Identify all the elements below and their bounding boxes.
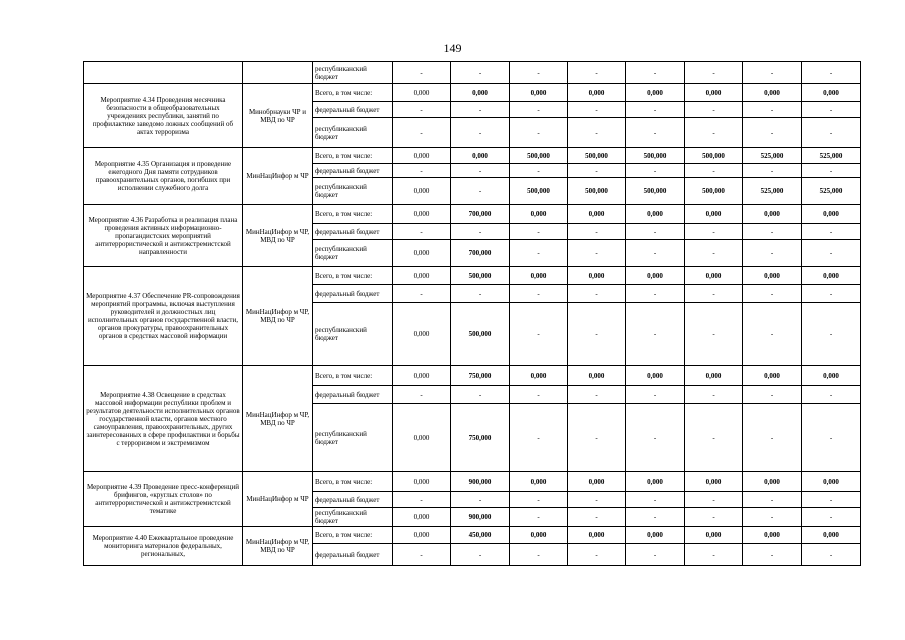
value-cell: - [510,62,568,84]
executor-cell: МинНацИнфор м ЧР, МВД по ЧР [243,527,313,566]
measure-cell: Мероприятие 4.36 Разработка и реализация плана проведения активных информационно-пропагандистских мероприятий антитеррористической и антиэкстремистской направленности [84,205,243,267]
value-cell: 0,000 [626,267,685,285]
value-cell: - [802,62,861,84]
value-cell: 750,000 [451,366,510,386]
total-cell: - [393,492,451,508]
value-cell: 0,000 [510,366,568,386]
value-cell: 500,000 [685,178,743,205]
value-cell: 500,000 [626,178,685,205]
value-cell: - [626,303,685,366]
value-cell: 750,000 [451,404,510,472]
value-cell: 500,000 [510,178,568,205]
funding-source-cell: Всего, в том числе: [313,366,393,386]
value-cell: - [685,492,743,508]
value-cell: - [568,62,626,84]
value-cell: - [510,102,568,118]
value-cell: 0,000 [743,205,802,224]
value-cell: - [626,62,685,84]
total-cell: - [393,285,451,303]
value-cell: - [568,303,626,366]
value-cell: - [451,285,510,303]
table-row [84,472,861,492]
value-cell: - [510,285,568,303]
measure-cell: Мероприятие 4.37 Обеспечение PR-сопровождения мероприятий программы, включая выступления руководителей и должностных лиц исполнительных органов государственной власти, органов прокуратуры, правоохранительных органов в средствах массовой информации [84,267,243,366]
value-cell: - [510,303,568,366]
value-cell: - [685,544,743,566]
measure-cell: Мероприятие 4.35 Организация и проведение ежегодного Дня памяти сотрудников правоохранительных органов, погибших при исполнении служебного долга [84,148,243,205]
value-cell: - [626,386,685,404]
funding-source-cell: федеральный бюджет [313,285,393,303]
total-cell: 0,000 [393,267,451,285]
value-cell: 500,000 [451,303,510,366]
value-cell: - [451,224,510,240]
value-cell: - [685,118,743,148]
value-cell: - [802,285,861,303]
value-cell: - [685,285,743,303]
value-cell: - [626,240,685,267]
value-cell: 0,000 [802,527,861,544]
value-cell: - [743,508,802,527]
funding-source-cell: федеральный бюджет [313,224,393,240]
total-cell: 0,000 [393,148,451,164]
value-cell: 900,000 [451,472,510,492]
value-cell: 525,000 [802,148,861,164]
value-cell: 0,000 [568,527,626,544]
table-row [84,267,861,285]
value-cell: - [685,224,743,240]
table-row [84,527,861,544]
value-cell: - [743,492,802,508]
value-cell: 500,000 [568,178,626,205]
value-cell: 0,000 [626,472,685,492]
value-cell: - [685,508,743,527]
funding-source-cell: федеральный бюджет [313,386,393,404]
funding-source-cell: федеральный бюджет [313,164,393,178]
total-cell: - [393,386,451,404]
value-cell: - [802,492,861,508]
total-cell: 0,000 [393,205,451,224]
value-cell: 0,000 [510,527,568,544]
value-cell: 0,000 [802,366,861,386]
value-cell: - [743,240,802,267]
value-cell: 0,000 [510,205,568,224]
value-cell: - [685,62,743,84]
value-cell: - [451,178,510,205]
measure-cell: Мероприятие 4.34 Проведения месячника безопасности в общеобразовательных учреждениях республики, занятий по профилактике заведомо ложных сообщений об актах терроризма [84,84,243,148]
funding-source-cell: федеральный бюджет [313,492,393,508]
value-cell: - [626,164,685,178]
budget-table [83,61,861,566]
total-cell: - [393,62,451,84]
value-cell: 500,000 [568,148,626,164]
value-cell: - [626,544,685,566]
value-cell: - [451,544,510,566]
value-cell: - [510,404,568,472]
total-cell: - [393,102,451,118]
value-cell: - [510,118,568,148]
value-cell: - [626,492,685,508]
value-cell: 0,000 [802,205,861,224]
value-cell: 0,000 [626,205,685,224]
value-cell: - [626,224,685,240]
value-cell: 525,000 [743,178,802,205]
table-row [84,62,861,84]
value-cell: 0,000 [568,472,626,492]
value-cell: - [743,285,802,303]
executor-cell: МинНацИнфор м ЧР, МВД по ЧР [243,366,313,472]
value-cell: 500,000 [451,267,510,285]
value-cell: 0,000 [626,527,685,544]
executor-cell: Минобрнауки ЧР и МВД по ЧР [243,84,313,148]
total-cell: - [393,118,451,148]
value-cell: 0,000 [743,527,802,544]
value-cell: - [510,544,568,566]
funding-source-cell: Всего, в том числе: [313,267,393,285]
value-cell: - [451,118,510,148]
value-cell: 0,000 [743,84,802,102]
executor-cell: МинНацИнфор м ЧР [243,148,313,205]
value-cell: 0,000 [510,84,568,102]
value-cell: - [568,508,626,527]
value-cell: 0,000 [685,205,743,224]
total-cell: 0,000 [393,303,451,366]
funding-source-cell: республиканский бюджет [313,404,393,472]
value-cell: 0,000 [685,84,743,102]
value-cell: 0,000 [451,148,510,164]
total-cell: - [393,164,451,178]
funding-source-cell: республиканский бюджет [313,508,393,527]
value-cell: 0,000 [510,472,568,492]
value-cell: 700,000 [451,240,510,267]
value-cell: 0,000 [568,84,626,102]
total-cell: 0,000 [393,472,451,492]
measure-cell: Мероприятие 4.38 Освещение в средствах массовой информации республики проблем и результатов деятельности исполнительных органов государственной власти, органов местного самоуправления, правоохранительных, других заинтересованных в сфере профилактики и борьбы с терроризмом и экстремизмом [84,366,243,472]
funding-source-cell: республиканский бюджет [313,178,393,205]
value-cell: - [626,508,685,527]
value-cell: - [802,240,861,267]
value-cell: - [802,102,861,118]
executor-cell [243,62,313,84]
value-cell: - [743,544,802,566]
value-cell: 0,000 [802,267,861,285]
value-cell: - [510,164,568,178]
value-cell: - [451,62,510,84]
value-cell: 500,000 [685,148,743,164]
value-cell: - [568,544,626,566]
value-cell: - [568,102,626,118]
value-cell: - [743,164,802,178]
value-cell: - [626,404,685,472]
value-cell: - [568,386,626,404]
total-cell: 0,000 [393,84,451,102]
funding-source-cell: республиканский бюджет [313,240,393,267]
value-cell: - [743,62,802,84]
value-cell: - [626,285,685,303]
table-row [84,148,861,164]
executor-cell: МинНацИнфор м ЧР, МВД по ЧР [243,267,313,366]
page-number: 149 [443,41,462,55]
funding-source-cell: Всего, в том числе: [313,84,393,102]
value-cell: 700,000 [451,205,510,224]
value-cell: - [743,224,802,240]
value-cell: 500,000 [626,148,685,164]
total-cell: 0,000 [393,366,451,386]
value-cell: 0,000 [685,527,743,544]
value-cell: - [568,285,626,303]
funding-source-cell: республиканский бюджет [313,303,393,366]
measure-cell: Мероприятие 4.39 Проведение пресс-конференций брифингов, «круглых столов» по антитеррористической и антиэкстремистской тематике [84,472,243,527]
value-cell: - [685,102,743,118]
value-cell: 0,000 [802,84,861,102]
table-row [84,205,861,224]
funding-source-cell: Всего, в том числе: [313,472,393,492]
value-cell: - [685,164,743,178]
value-cell: - [743,303,802,366]
value-cell: - [743,102,802,118]
funding-source-cell: республиканский бюджет [313,118,393,148]
value-cell: 0,000 [626,366,685,386]
funding-source-cell: федеральный бюджет [313,544,393,566]
value-cell: - [451,164,510,178]
value-cell: 0,000 [743,267,802,285]
funding-source-cell: Всего, в том числе: [313,527,393,544]
value-cell: - [743,404,802,472]
value-cell: - [510,386,568,404]
value-cell: 0,000 [451,84,510,102]
value-cell: 0,000 [510,267,568,285]
total-cell: 0,000 [393,178,451,205]
value-cell: - [568,492,626,508]
value-cell: - [743,118,802,148]
value-cell: - [510,508,568,527]
value-cell: - [510,224,568,240]
measure-cell [84,62,243,84]
table-row [84,84,861,102]
total-cell: - [393,544,451,566]
value-cell: 0,000 [685,472,743,492]
value-cell: - [685,240,743,267]
value-cell: - [685,404,743,472]
value-cell: - [568,404,626,472]
value-cell: - [802,303,861,366]
value-cell: - [685,386,743,404]
total-cell: 0,000 [393,240,451,267]
value-cell: - [451,492,510,508]
funding-source-cell: республиканский бюджет [313,62,393,84]
table-row [84,366,861,386]
value-cell: 0,000 [685,366,743,386]
value-cell: - [568,118,626,148]
total-cell: 0,000 [393,508,451,527]
value-cell: 0,000 [568,267,626,285]
value-cell: 0,000 [568,366,626,386]
value-cell: - [802,404,861,472]
value-cell: - [568,224,626,240]
value-cell: - [685,303,743,366]
executor-cell: МинНацИнфор м ЧР [243,472,313,527]
value-cell: - [451,102,510,118]
value-cell: - [510,240,568,267]
value-cell: 500,000 [510,148,568,164]
value-cell: - [451,386,510,404]
value-cell: - [743,386,802,404]
value-cell: 0,000 [685,267,743,285]
value-cell: 0,000 [743,366,802,386]
value-cell: 450,000 [451,527,510,544]
executor-cell: МинНацИнфор м ЧР, МВД по ЧР [243,205,313,267]
value-cell: 0,000 [626,84,685,102]
value-cell: - [568,240,626,267]
value-cell: 0,000 [802,472,861,492]
value-cell: 525,000 [743,148,802,164]
value-cell: 0,000 [743,472,802,492]
value-cell: - [626,102,685,118]
total-cell: - [393,224,451,240]
value-cell: - [802,164,861,178]
value-cell: - [802,508,861,527]
funding-source-cell: Всего, в том числе: [313,148,393,164]
value-cell: 525,000 [802,178,861,205]
value-cell: - [802,544,861,566]
value-cell: - [626,118,685,148]
measure-cell: Мероприятие 4.40 Ежеквартальное проведение мониторинга материалов федеральных, региональных, [84,527,243,566]
value-cell: - [802,224,861,240]
total-cell: 0,000 [393,527,451,544]
value-cell: - [568,164,626,178]
funding-source-cell: федеральный бюджет [313,102,393,118]
value-cell: - [510,492,568,508]
value-cell: 0,000 [568,205,626,224]
value-cell: 900,000 [451,508,510,527]
total-cell: 0,000 [393,404,451,472]
value-cell: - [802,118,861,148]
funding-source-cell: Всего, в том числе: [313,205,393,224]
value-cell: - [802,386,861,404]
